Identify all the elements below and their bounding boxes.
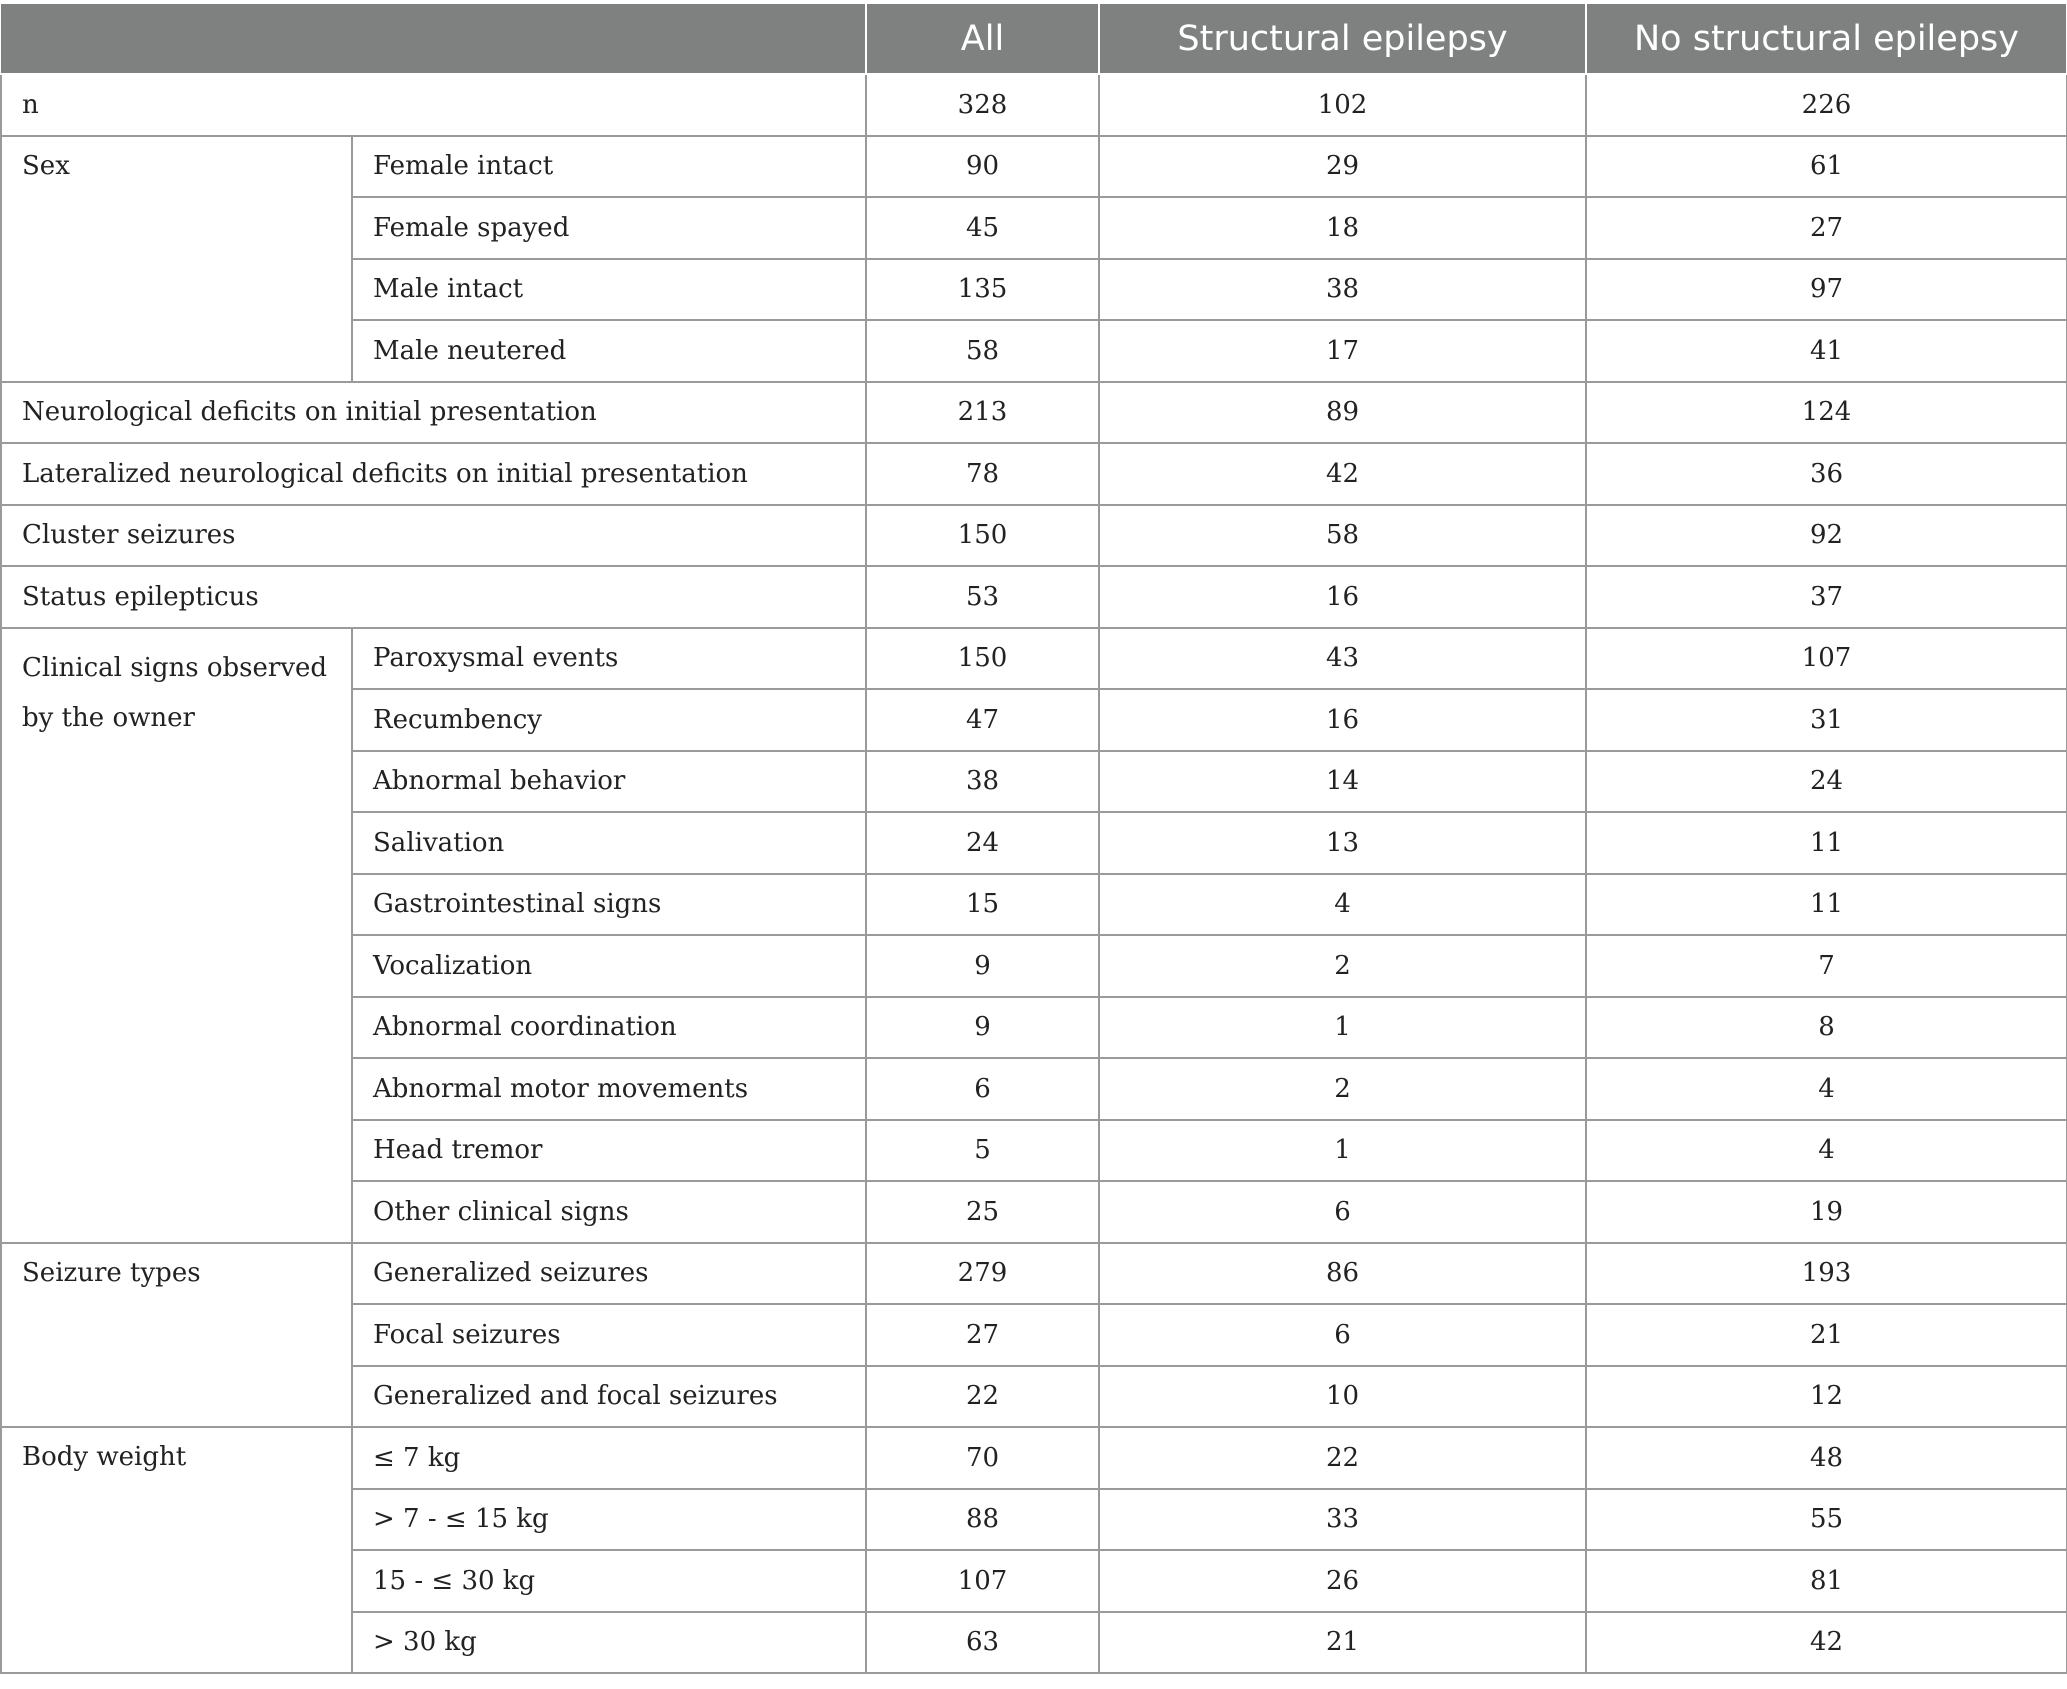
cell-all: 78 xyxy=(866,443,1099,505)
cell-structural: 16 xyxy=(1099,566,1586,628)
row-label: Generalized seizures xyxy=(352,1243,866,1305)
row-label: Cluster seizures xyxy=(1,505,866,567)
cell-all: 279 xyxy=(866,1243,1099,1305)
table-row xyxy=(1,136,2067,198)
cell-no-structural: 81 xyxy=(1586,1550,2067,1612)
cell-no-structural: 92 xyxy=(1586,505,2067,567)
header-structural-epilepsy: Structural epilepsy xyxy=(1099,4,1586,74)
table-row xyxy=(1,1427,2067,1489)
cell-all: 5 xyxy=(866,1120,1099,1182)
cell-no-structural: 11 xyxy=(1586,812,2067,874)
cell-all: 107 xyxy=(866,1550,1099,1612)
row-label: > 7 - ≤ 15 kg xyxy=(352,1489,866,1551)
cell-no-structural: 11 xyxy=(1586,874,2067,936)
row-label: Focal seizures xyxy=(352,1304,866,1366)
cell-no-structural: 27 xyxy=(1586,197,2067,259)
cell-structural: 6 xyxy=(1099,1304,1586,1366)
cell-all: 45 xyxy=(866,197,1099,259)
cell-structural: 86 xyxy=(1099,1243,1586,1305)
cell-structural: 33 xyxy=(1099,1489,1586,1551)
row-label: Status epilepticus xyxy=(1,566,866,628)
cell-all: 25 xyxy=(866,1181,1099,1243)
row-label: Vocalization xyxy=(352,935,866,997)
cell-all: 213 xyxy=(866,382,1099,444)
cell-structural: 102 xyxy=(1099,74,1586,136)
cell-no-structural: 19 xyxy=(1586,1181,2067,1243)
cell-all: 58 xyxy=(866,320,1099,382)
cell-no-structural: 226 xyxy=(1586,74,2067,136)
cell-structural: 1 xyxy=(1099,997,1586,1059)
cell-all: 63 xyxy=(866,1612,1099,1674)
cell-no-structural: 193 xyxy=(1586,1243,2067,1305)
cell-no-structural: 8 xyxy=(1586,997,2067,1059)
cell-no-structural: 24 xyxy=(1586,751,2067,813)
cell-structural: 43 xyxy=(1099,628,1586,690)
cell-no-structural: 31 xyxy=(1586,689,2067,751)
cell-no-structural: 42 xyxy=(1586,1612,2067,1674)
row-label: ≤ 7 kg xyxy=(352,1427,866,1489)
row-label: Other clinical signs xyxy=(352,1181,866,1243)
header-no-structural-epilepsy: No structural epilepsy xyxy=(1586,4,2067,74)
cell-structural: 13 xyxy=(1099,812,1586,874)
cell-no-structural: 37 xyxy=(1586,566,2067,628)
table-row xyxy=(1,566,2067,628)
cell-all: 135 xyxy=(866,259,1099,321)
group-label-clinical-signs: Clinical signs observed by the owner xyxy=(1,628,352,1243)
cell-no-structural: 21 xyxy=(1586,1304,2067,1366)
row-label: Abnormal coordination xyxy=(352,997,866,1059)
cell-no-structural: 4 xyxy=(1586,1058,2067,1120)
cell-structural: 26 xyxy=(1099,1550,1586,1612)
cell-structural: 18 xyxy=(1099,197,1586,259)
cell-all: 27 xyxy=(866,1304,1099,1366)
row-label: Lateralized neurological deficits on initial presentation xyxy=(1,443,866,505)
row-label: Recumbency xyxy=(352,689,866,751)
table-row xyxy=(1,1243,2067,1305)
cell-all: 9 xyxy=(866,935,1099,997)
cell-no-structural: 7 xyxy=(1586,935,2067,997)
row-label: Female intact xyxy=(352,136,866,198)
cell-structural: 16 xyxy=(1099,689,1586,751)
table-row xyxy=(1,505,2067,567)
row-label: Paroxysmal events xyxy=(352,628,866,690)
cell-all: 90 xyxy=(866,136,1099,198)
cell-structural: 22 xyxy=(1099,1427,1586,1489)
row-label: Generalized and focal seizures xyxy=(352,1366,866,1428)
header-all: All xyxy=(866,4,1099,74)
cell-all: 70 xyxy=(866,1427,1099,1489)
cell-all: 15 xyxy=(866,874,1099,936)
cell-all: 88 xyxy=(866,1489,1099,1551)
table-row xyxy=(1,382,2067,444)
row-label: 15 - ≤ 30 kg xyxy=(352,1550,866,1612)
row-label: Male intact xyxy=(352,259,866,321)
cell-all: 24 xyxy=(866,812,1099,874)
group-label-sex: Sex xyxy=(1,136,352,382)
cell-structural: 1 xyxy=(1099,1120,1586,1182)
cell-all: 47 xyxy=(866,689,1099,751)
cell-all: 38 xyxy=(866,751,1099,813)
cell-no-structural: 61 xyxy=(1586,136,2067,198)
cell-all: 53 xyxy=(866,566,1099,628)
cell-all: 22 xyxy=(866,1366,1099,1428)
table-row xyxy=(1,443,2067,505)
cell-structural: 2 xyxy=(1099,935,1586,997)
header-row xyxy=(1,4,2067,74)
cell-no-structural: 124 xyxy=(1586,382,2067,444)
cell-structural: 17 xyxy=(1099,320,1586,382)
table-row-n xyxy=(1,74,2067,136)
header-blank xyxy=(1,4,866,74)
cell-no-structural: 36 xyxy=(1586,443,2067,505)
row-label: Abnormal behavior xyxy=(352,751,866,813)
results-table xyxy=(0,4,2067,1674)
cell-no-structural: 97 xyxy=(1586,259,2067,321)
group-label-body-weight: Body weight xyxy=(1,1427,352,1673)
cell-structural: 10 xyxy=(1099,1366,1586,1428)
row-label: Salivation xyxy=(352,812,866,874)
row-label: Neurological deficits on initial presentation xyxy=(1,382,866,444)
cell-structural: 2 xyxy=(1099,1058,1586,1120)
cell-structural: 14 xyxy=(1099,751,1586,813)
table-row xyxy=(1,628,2067,690)
row-label: Female spayed xyxy=(352,197,866,259)
row-label: Abnormal motor movements xyxy=(352,1058,866,1120)
row-label: n xyxy=(1,74,866,136)
cell-structural: 58 xyxy=(1099,505,1586,567)
cell-no-structural: 4 xyxy=(1586,1120,2067,1182)
cell-no-structural: 41 xyxy=(1586,320,2067,382)
cell-structural: 29 xyxy=(1099,136,1586,198)
cell-structural: 6 xyxy=(1099,1181,1586,1243)
cell-no-structural: 55 xyxy=(1586,1489,2067,1551)
cell-no-structural: 107 xyxy=(1586,628,2067,690)
cell-structural: 89 xyxy=(1099,382,1586,444)
row-label: Male neutered xyxy=(352,320,866,382)
cell-structural: 38 xyxy=(1099,259,1586,321)
cell-structural: 21 xyxy=(1099,1612,1586,1674)
row-label: > 30 kg xyxy=(352,1612,866,1674)
cell-all: 328 xyxy=(866,74,1099,136)
row-label: Head tremor xyxy=(352,1120,866,1182)
cell-all: 6 xyxy=(866,1058,1099,1120)
cell-structural: 42 xyxy=(1099,443,1586,505)
group-label-seizure-types: Seizure types xyxy=(1,1243,352,1428)
row-label: Gastrointestinal signs xyxy=(352,874,866,936)
cell-structural: 4 xyxy=(1099,874,1586,936)
cell-all: 150 xyxy=(866,628,1099,690)
cell-all: 9 xyxy=(866,997,1099,1059)
cell-no-structural: 48 xyxy=(1586,1427,2067,1489)
cell-all: 150 xyxy=(866,505,1099,567)
cell-no-structural: 12 xyxy=(1586,1366,2067,1428)
